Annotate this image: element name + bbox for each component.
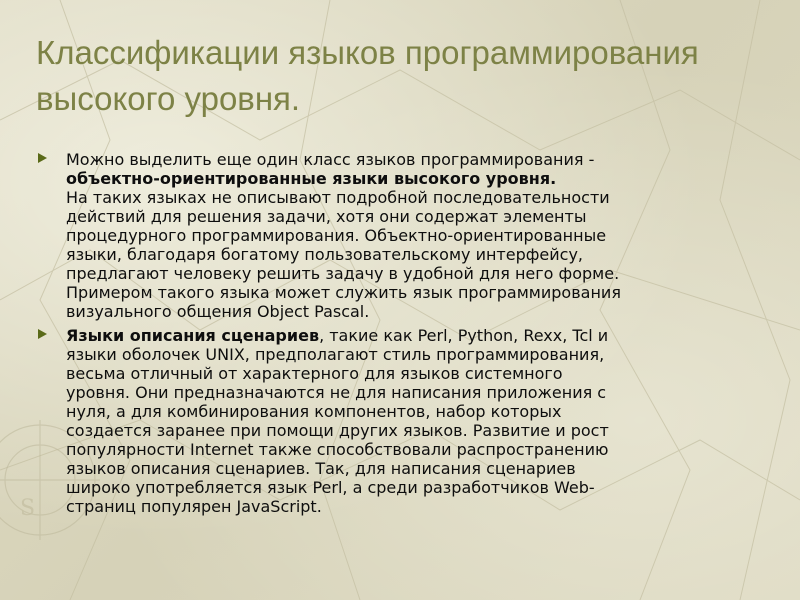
title-line: высокого уровня. xyxy=(36,80,301,117)
bullet-text-line xyxy=(66,188,776,207)
bullet-text-line xyxy=(66,302,776,321)
bullet-text-line xyxy=(66,226,776,245)
body-text: Можно выделить еще один класс языков программирования - xyxy=(66,150,595,169)
bullet-text-line xyxy=(66,497,776,516)
triangle-right-icon xyxy=(38,153,47,163)
body-text: процедурного программирования. Объектно-ориентированные xyxy=(66,226,607,245)
body-text: языков описания сценариев. Так, для написания сценариев xyxy=(66,459,576,478)
slide-title xyxy=(36,30,776,122)
bullet-text-line xyxy=(66,345,776,364)
title-line: Классификации языков программирования xyxy=(36,34,699,71)
bullet-text-line xyxy=(66,459,776,478)
body-text: действий для решения задачи, хотя они содержат элементы xyxy=(66,207,587,226)
bullet-text-line xyxy=(66,383,776,402)
bullet-text-line xyxy=(66,402,776,421)
body-text: языки, благодаря богатому пользовательскому интерфейсу, xyxy=(66,245,584,264)
body-text: страниц популярен JavaScript. xyxy=(66,497,322,516)
bullet-text-line xyxy=(66,169,776,188)
bullet-text-line xyxy=(66,245,776,264)
bullet-text-line xyxy=(66,326,776,345)
bullet-text-line xyxy=(66,283,776,302)
body-text: языки оболочек UNIX, предполагают стиль программирования, xyxy=(66,345,605,364)
svg-text:S: S xyxy=(20,496,36,521)
body-text: создается заранее при помощи других языков. Развитие и рост xyxy=(66,421,609,440)
triangle-right-icon xyxy=(38,329,47,339)
bullet-text-line xyxy=(66,207,776,226)
body-text: предлагают человеку решить задачу в удобной для него форме. xyxy=(66,264,620,283)
body-text: визуального общения Object Pascal. xyxy=(66,302,370,321)
body-text: уровня. Они предназначаются не для написания приложения с xyxy=(66,383,607,402)
bullet-text-line xyxy=(66,364,776,383)
bullet-text-line xyxy=(66,440,776,459)
body-text: широко употребляется язык Perl, а среди разработчиков Web- xyxy=(66,478,595,497)
bullet-text-line xyxy=(66,264,776,283)
body-text: весьма отличный от характерного для языков системного xyxy=(66,364,563,383)
bold-text: Языки описания сценариев xyxy=(66,326,320,345)
body-text: популярности Internet также способствовали распространению xyxy=(66,440,609,459)
body-text: На таких языках не описывают подробной последовательности xyxy=(66,188,610,207)
bullet-text-line xyxy=(66,478,776,497)
bullet-text-line xyxy=(66,421,776,440)
body-text: нуля, а для комбинирования компонентов, набор которых xyxy=(66,402,562,421)
bullet-item xyxy=(36,326,776,516)
bold-text: объектно-ориентированные языки высокого уровня. xyxy=(66,169,557,188)
body-text: Примером такого языка может служить язык программирования xyxy=(66,283,621,302)
bullet-list xyxy=(36,150,776,521)
body-text: , такие как Perl, Python, Rexx, Tcl и xyxy=(319,326,609,345)
bullet-item xyxy=(36,150,776,321)
bullet-text-line xyxy=(66,150,776,169)
